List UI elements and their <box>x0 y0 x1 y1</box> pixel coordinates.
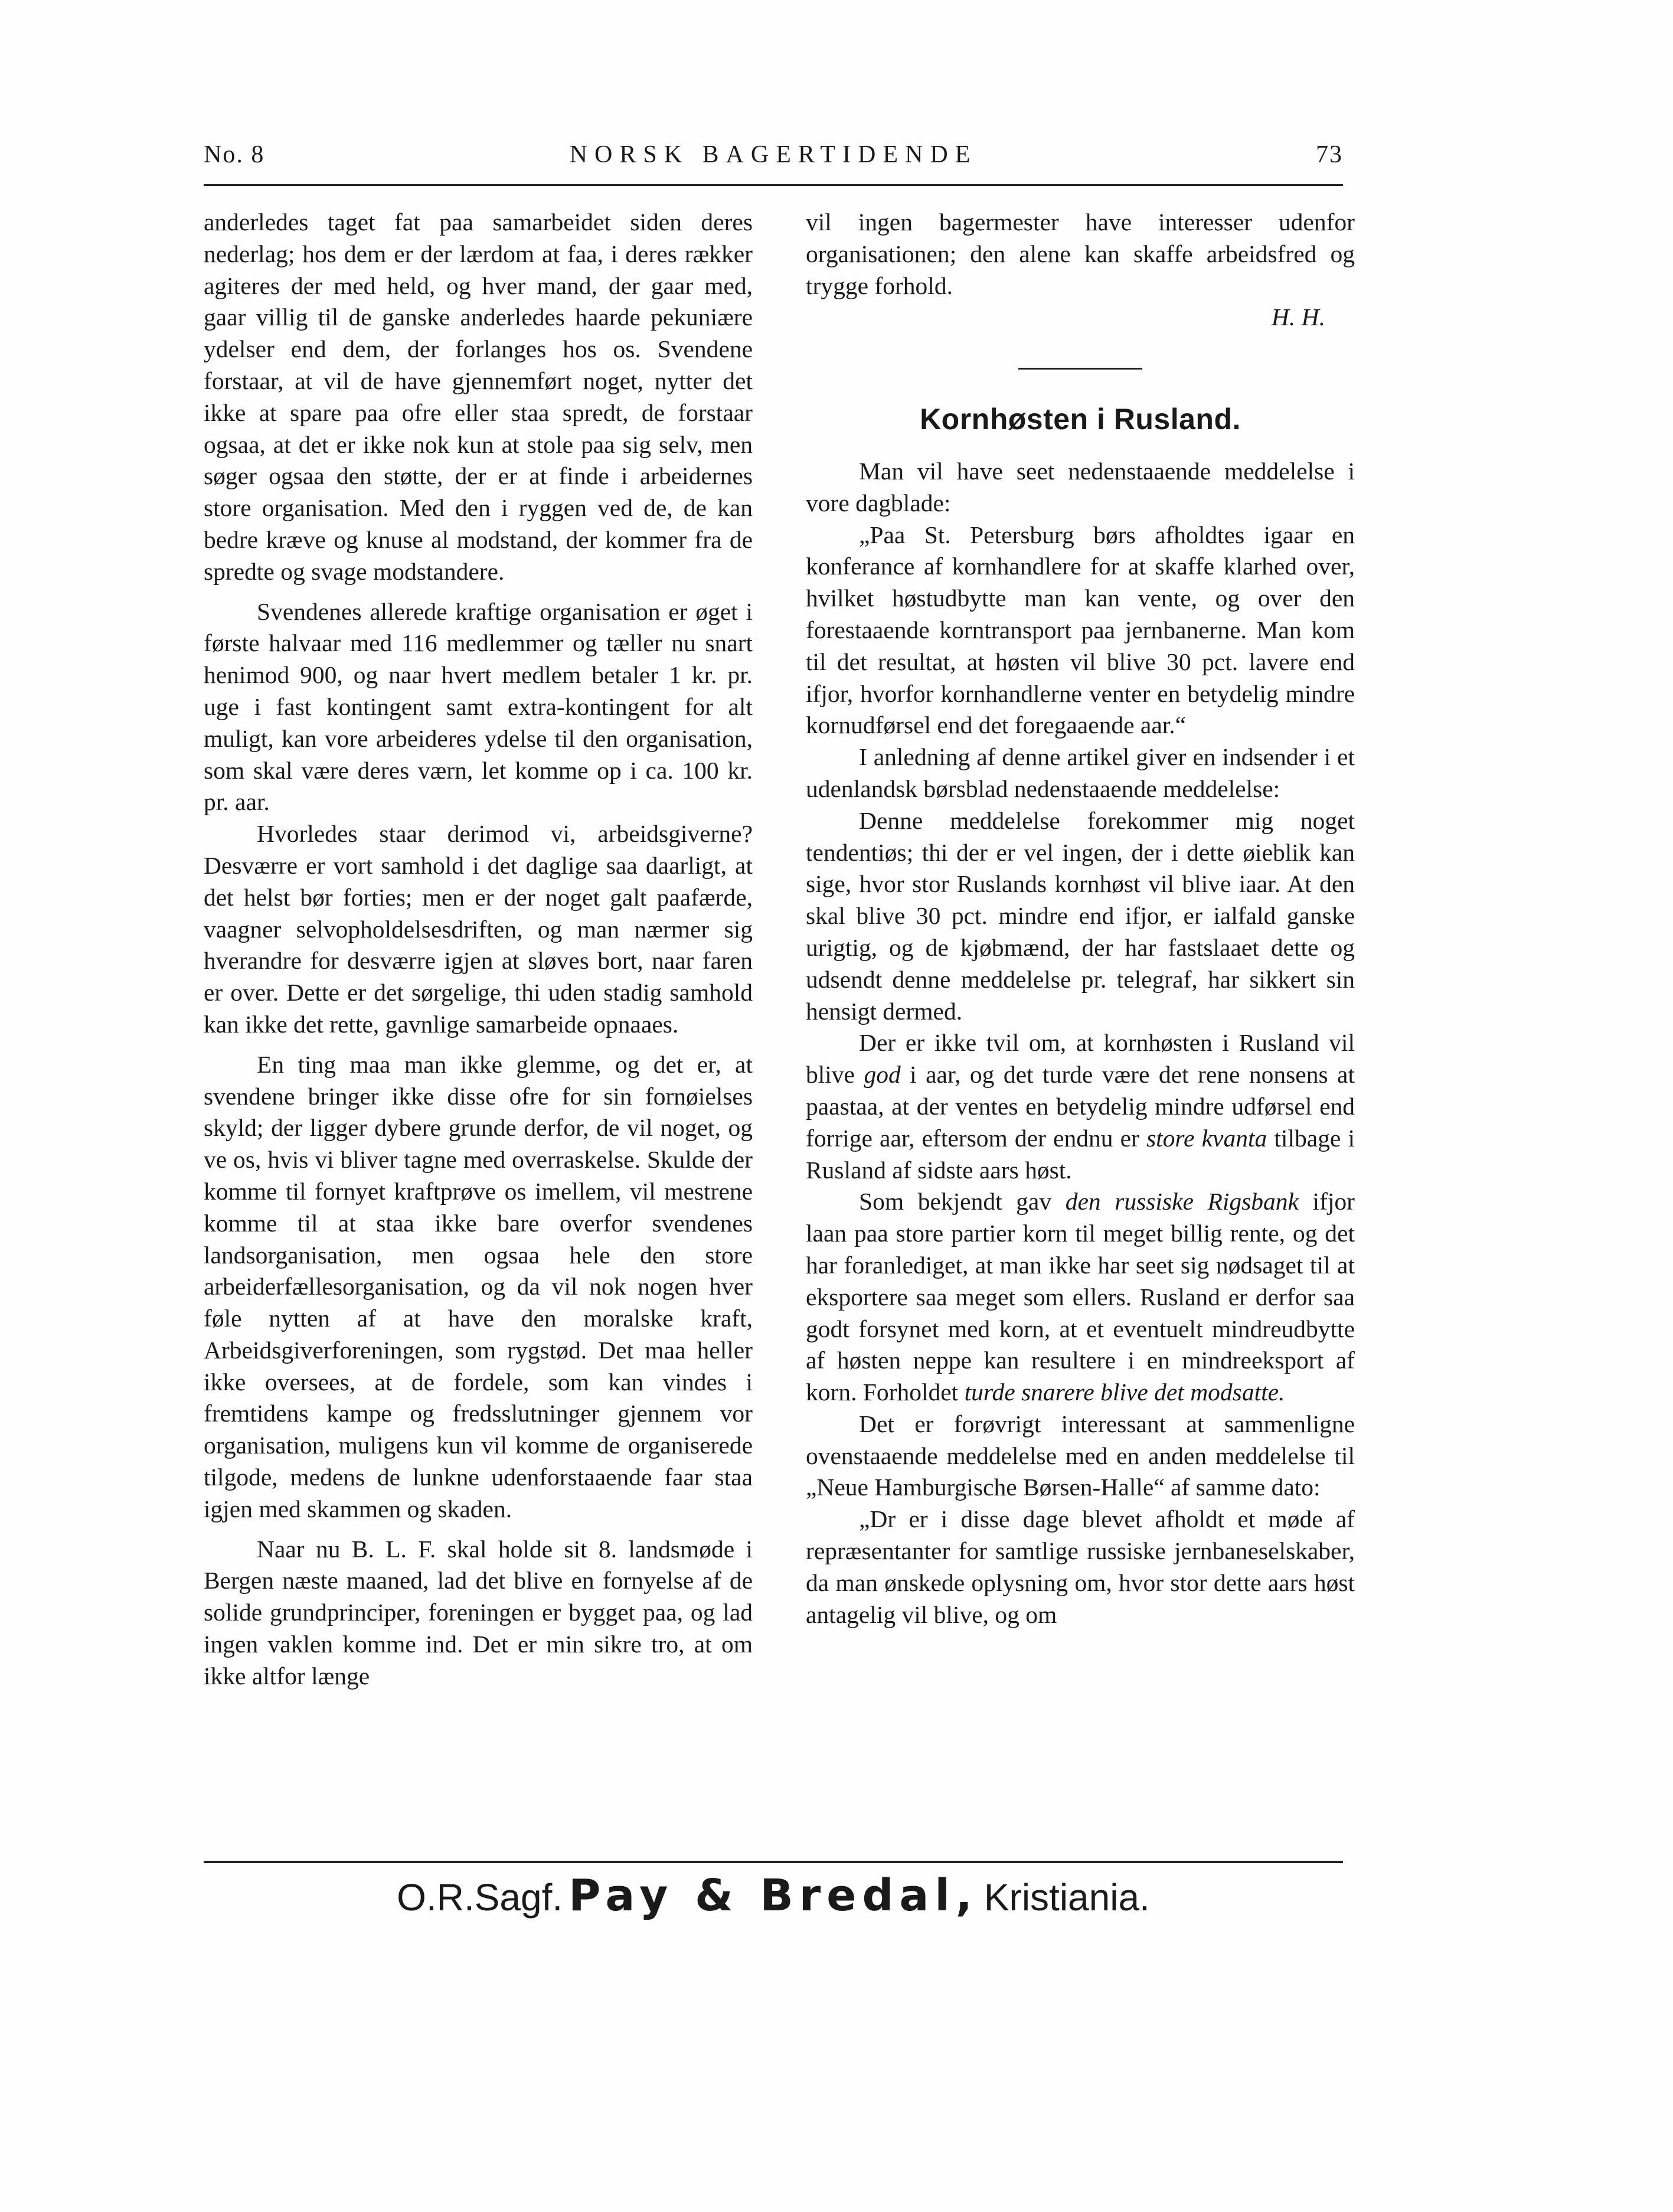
printer-imprint <box>204 1870 1343 1929</box>
page-number: 73 <box>1316 141 1343 168</box>
left-column <box>204 207 753 1693</box>
italic-text: god <box>864 1061 901 1089</box>
running-header <box>204 141 1343 176</box>
imprint-city: Kristiania. <box>983 1876 1150 1919</box>
text-run: ifjor laan paa store partier korn til meget billig rente, og det har foranlediget, at man ikke har seet sig nødsaget til at eksportere saa meget som ellers. Rusland er derfor saa godt forsynet med korn, at et eventuelt mindreudbytte af høsten neppe kan resultere i en mindreeksport af korn. Forholdet <box>806 1188 1355 1406</box>
quote-paragraph: „Dr er i disse dage blevet afholdt et møde af repræsentanter for samtlige russiske jernbaneselskaber, da man ønskede oplysning om, hvor stor dette aars høst antagelig vil blive, og om <box>806 1505 1355 1628</box>
paragraph: anderledes taget fat paa samarbeidet siden deres nederlag; hos dem er der lærdom at faa, i deres rækker agiteres der med held, og hver mand, der gaar med, gaar villig til de ganske anderledes haarde pekuniære ydelser end dem, der forlanges hos os. Svendene forstaar, at vil de have gjennemført noget, nytter det ikke at spare paa ofre eller staa spredt, de forstaar ogsaa, at det er ikke nok kun at stole paa sig selv, men søger ogsaa den støtte, der er at finde i arbeidernes store organisation. Med den i ryggen ved de, de kan bedre kræve og knuse al modstand, der kommer fra de spredte og svage modstandere. <box>204 208 753 585</box>
paragraph: Denne meddelelse forekommer mig noget tendentiøs; thi der er vel ingen, der i dette øieblik kan sige, hvor stor Ruslands kornhøst vil blive iaar. At den skal blive 30 pct. mindre end ifjor, er ialfald ganske urigtig, og de kjøbmænd, der har fastslaaet dette og udsendt denne meddelelse pr. telegraf, har sikkert sin hensigt dermed. <box>806 806 1355 1025</box>
italic-text: den russiske Rigsbank <box>1065 1188 1299 1216</box>
paragraph <box>806 1186 1355 1409</box>
text-run: i aar, og det turde være det rene nonsens at paastaa, at der ventes en betydelig mindre udførsel end forrige aar, eftersom der endnu er <box>806 1061 1355 1152</box>
footer-rule <box>204 1861 1343 1863</box>
printer-name: Pay & Bredal, <box>568 1870 978 1921</box>
paragraph: Svendenes allerede kraftige organisation er øget i første halvaar med 116 medlemmer og tæller nu snart henimod 900, og naar hvert medlem betaler 1 kr. pr. uge i fast kontingent samt extra-kontingent for alt muligt, kan vore arbeideres ydelse til den organisation, som skal være deres værn, let komme op i ca. 100 kr. pr. aar. <box>204 597 753 816</box>
paragraph: Hvorledes staar derimod vi, arbeidsgiverne? Desværre er vort samhold i det daglige saa daarligt, at det helst bør forties; men er der noget galt paafærde, vaagner selvopholdelsesdriften, og man nærmer sig hverandre for desværre igjen at sløves bort, naar faren er over. Dette er det sørgelige, thi uden stadig samhold kan ikke det rette, gavnlige samarbeide opnaaes. <box>204 820 753 1038</box>
publication-title: NORSK BAGERTIDENDE <box>569 141 978 168</box>
paragraph: Naar nu B. L. F. skal holde sit 8. landsmøde i Bergen næste maaned, lad det blive en fornyelse af de solide grundprinciper, foreningen er bygget paa, og lad ingen vaklen komme ind. Det er min sikre tro, at om ikke altfor længe <box>204 1535 753 1690</box>
right-column <box>806 207 1355 1631</box>
paragraph: Det er forøvrigt interessant at sammenligne ovenstaaende meddelelse med en anden meddelelse til „Neue Hamburgische Børsen-Halle“ af samme dato: <box>806 1410 1355 1501</box>
paragraph: vil ingen bagermester have interesser udenfor organisationen; den alene kan skaffe arbeidsfred og trygge forhold. <box>806 208 1355 299</box>
quote-paragraph: „Paa St. Petersburg børs afholdtes igaar en konferance af kornhandlere for at skaffe klarhed over, hvilket høstudbytte man kan vente, og over den forestaaende korntransport paa jernbanerne. Man kom til det resultat, at høsten vil blive 30 pct. lavere end ifjor, hvorfor kornhandlerne venter en betydelig mindre kornudførsel end det foregaaende aar.“ <box>806 521 1355 739</box>
paragraph: I anledning af denne artikel giver en indsender i et udenlandsk børsblad nedenstaaende meddelelse: <box>806 743 1355 802</box>
imprint-prefix: O.R.Sagf. <box>397 1876 563 1919</box>
text-run: Som bekjendt gav <box>859 1188 1066 1216</box>
header-rule <box>204 184 1343 186</box>
text-run: Der er ikke tvil om, at kornhøsten i Rusland vil blive <box>806 1029 1355 1089</box>
italic-text: store kvanta <box>1146 1124 1267 1152</box>
article-title: Kornhøsten i Rusland. <box>920 403 1241 436</box>
paragraph: En ting maa man ikke glemme, og det er, at svendene bringer ikke disse ofre for sin fornøielses skyld; der ligger dybere grunde derfor, de vil noget, og ve os, hvis vi bliver tagne med overraskelse. Skulde der komme til fornyet kraftprøve os imellem, vil mestrene komme til at staa ikke bare overfor svendenes landsorganisation, men ogsaa hele den store arbeiderfællesorganisation, og da vil nok nogen hver føle nytten af at have den moralske kraft, Arbeidsgiverforeningen, som rygstød. Det maa heller ikke oversees, at de fordele, som kan vindes i fremtidens kampe og fredsslutninger gjennem vor organisation, muligens kun vil komme de organiserede tilgode, medens de lunkne udenforstaaende faar staa igjen med skammen og skaden. <box>204 1050 753 1522</box>
section-divider <box>1018 368 1142 370</box>
italic-text: turde snarere blive det modsatte. <box>964 1378 1285 1406</box>
paragraph <box>806 1027 1355 1186</box>
signature: H. H. <box>1271 303 1325 331</box>
text-run: tilbage i Rusland af sidste aars høst. <box>806 1124 1355 1184</box>
issue-number: No. 8 <box>204 141 265 168</box>
paragraph: Man vil have seet nedenstaaende meddelelse i vore dagblade: <box>806 457 1355 517</box>
